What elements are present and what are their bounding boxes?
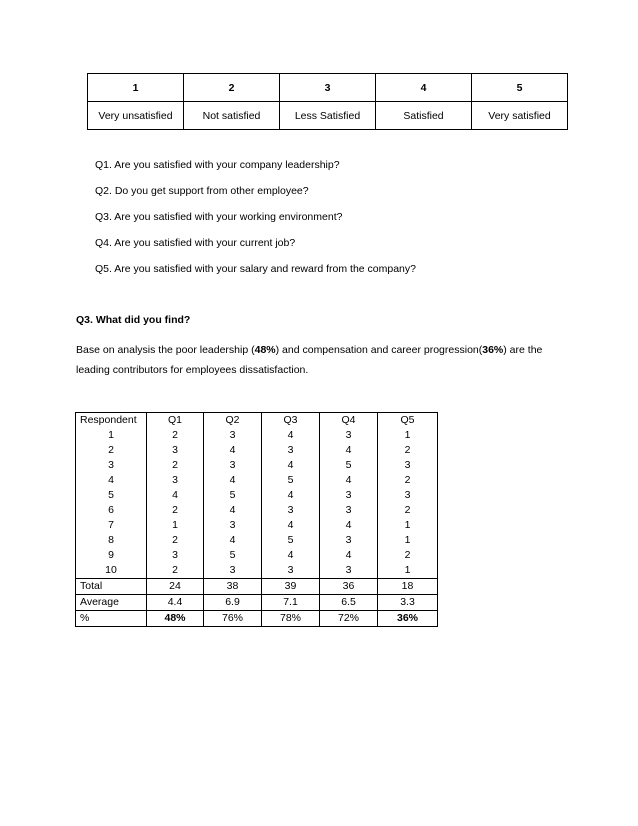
table-row: [76, 518, 438, 533]
value-cell: 6.5: [320, 595, 378, 611]
satisfaction-scale-table: [87, 73, 568, 130]
scale-label: Less Satisfied: [280, 102, 376, 130]
question-item: Q3. Are you satisfied with your working environment?: [95, 211, 343, 223]
value-cell: Q4: [320, 413, 378, 429]
scale-label: Not satisfied: [184, 102, 280, 130]
table-row: [76, 488, 438, 503]
value-cell: Q5: [378, 413, 438, 429]
scale-label-row: [88, 102, 568, 130]
value-cell: 2: [147, 428, 204, 443]
value-cell: 4: [204, 503, 262, 518]
findings-text: ) are the leading contributors for employees dissatisfaction.: [76, 344, 543, 376]
row-label-cell: 10: [76, 563, 147, 579]
total-row: [76, 579, 438, 595]
question-list: [95, 155, 416, 285]
value-cell: 1: [147, 518, 204, 533]
value-cell: 2: [147, 458, 204, 473]
value-cell: 38: [204, 579, 262, 595]
table-row: [76, 443, 438, 458]
value-cell: 3: [204, 563, 262, 579]
row-label-cell: %: [76, 611, 147, 627]
value-cell: 3: [320, 563, 378, 579]
value-cell: 3: [320, 488, 378, 503]
value-cell: 2: [378, 548, 438, 563]
value-cell: 36%: [378, 611, 438, 627]
value-cell: 36: [320, 579, 378, 595]
results-body: [76, 413, 438, 627]
scale-label: Very satisfied: [472, 102, 568, 130]
scale-number: 1: [88, 74, 184, 102]
row-label-cell: 1: [76, 428, 147, 443]
findings-heading: Q3. What did you find?: [76, 314, 191, 326]
value-cell: 3: [262, 563, 320, 579]
scale-number: 5: [472, 74, 568, 102]
value-cell: 4.4: [147, 595, 204, 611]
value-cell: 2: [378, 503, 438, 518]
row-label-cell: 8: [76, 533, 147, 548]
value-cell: 2: [147, 563, 204, 579]
value-cell: 18: [378, 579, 438, 595]
table-row: [76, 533, 438, 548]
value-cell: 3: [204, 458, 262, 473]
scale-number: 2: [184, 74, 280, 102]
value-cell: 4: [320, 443, 378, 458]
value-cell: 48%: [147, 611, 204, 627]
value-cell: 1: [378, 428, 438, 443]
row-label-cell: 6: [76, 503, 147, 518]
row-label-cell: 4: [76, 473, 147, 488]
value-cell: 4: [262, 458, 320, 473]
table-row: [76, 458, 438, 473]
table-row: [76, 473, 438, 488]
value-cell: 4: [262, 428, 320, 443]
value-cell: 5: [262, 473, 320, 488]
row-label-cell: 2: [76, 443, 147, 458]
value-cell: 4: [204, 473, 262, 488]
row-label-cell: 7: [76, 518, 147, 533]
row-label-cell: 3: [76, 458, 147, 473]
scale-label: Very unsatisfied: [88, 102, 184, 130]
row-label-cell: Respondent: [76, 413, 147, 429]
table-row: [76, 503, 438, 518]
value-cell: 24: [147, 579, 204, 595]
value-cell: 1: [378, 518, 438, 533]
findings-text: Base on analysis the poor leadership (: [76, 344, 255, 356]
findings-text: ) and compensation and career progression(: [275, 344, 483, 356]
findings-paragraph: [76, 340, 556, 380]
value-cell: 4: [320, 548, 378, 563]
value-cell: 4: [320, 473, 378, 488]
value-cell: 3.3: [378, 595, 438, 611]
value-cell: 4: [204, 443, 262, 458]
value-cell: 4: [262, 518, 320, 533]
value-cell: 5: [262, 533, 320, 548]
value-cell: 78%: [262, 611, 320, 627]
value-cell: 3: [147, 443, 204, 458]
scale-number-row: [88, 74, 568, 102]
question-item: Q2. Do you get support from other employee?: [95, 185, 309, 197]
row-label-cell: 9: [76, 548, 147, 563]
value-cell: 2: [378, 443, 438, 458]
question-item: Q5. Are you satisfied with your salary and reward from the company?: [95, 263, 416, 275]
value-cell: Q2: [204, 413, 262, 429]
value-cell: 5: [320, 458, 378, 473]
value-cell: 5: [204, 488, 262, 503]
scale-label: Satisfied: [376, 102, 472, 130]
value-cell: 3: [262, 443, 320, 458]
value-cell: 7.1: [262, 595, 320, 611]
value-cell: 3: [204, 428, 262, 443]
value-cell: 3: [204, 518, 262, 533]
value-cell: 4: [262, 548, 320, 563]
value-cell: 5: [204, 548, 262, 563]
compensation-percent: 36%: [482, 344, 504, 356]
percent-row: [76, 611, 438, 627]
value-cell: 3: [262, 503, 320, 518]
scale-number: 4: [376, 74, 472, 102]
scale-number: 3: [280, 74, 376, 102]
value-cell: 76%: [204, 611, 262, 627]
value-cell: 2: [147, 533, 204, 548]
leadership-percent: 48%: [254, 344, 276, 356]
row-label-cell: 5: [76, 488, 147, 503]
value-cell: 3: [320, 533, 378, 548]
value-cell: 4: [147, 488, 204, 503]
value-cell: 2: [147, 503, 204, 518]
results-table: [75, 412, 438, 627]
value-cell: Q1: [147, 413, 204, 429]
value-cell: 72%: [320, 611, 378, 627]
table-row: [76, 548, 438, 563]
average-row: [76, 595, 438, 611]
question-item: Q1. Are you satisfied with your company leadership?: [95, 159, 340, 171]
value-cell: 3: [320, 503, 378, 518]
value-cell: 4: [204, 533, 262, 548]
value-cell: 3: [147, 548, 204, 563]
table-row: [76, 428, 438, 443]
value-cell: 2: [378, 473, 438, 488]
row-label-cell: Average: [76, 595, 147, 611]
value-cell: 3: [147, 473, 204, 488]
table-row: [76, 563, 438, 579]
value-cell: 3: [320, 428, 378, 443]
value-cell: 39: [262, 579, 320, 595]
value-cell: 1: [378, 533, 438, 548]
value-cell: 3: [378, 488, 438, 503]
value-cell: 6.9: [204, 595, 262, 611]
value-cell: 4: [262, 488, 320, 503]
value-cell: 4: [320, 518, 378, 533]
row-label-cell: Total: [76, 579, 147, 595]
header-row: [76, 413, 438, 429]
value-cell: 3: [378, 458, 438, 473]
question-item: Q4. Are you satisfied with your current job?: [95, 237, 296, 249]
value-cell: 1: [378, 563, 438, 579]
value-cell: Q3: [262, 413, 320, 429]
